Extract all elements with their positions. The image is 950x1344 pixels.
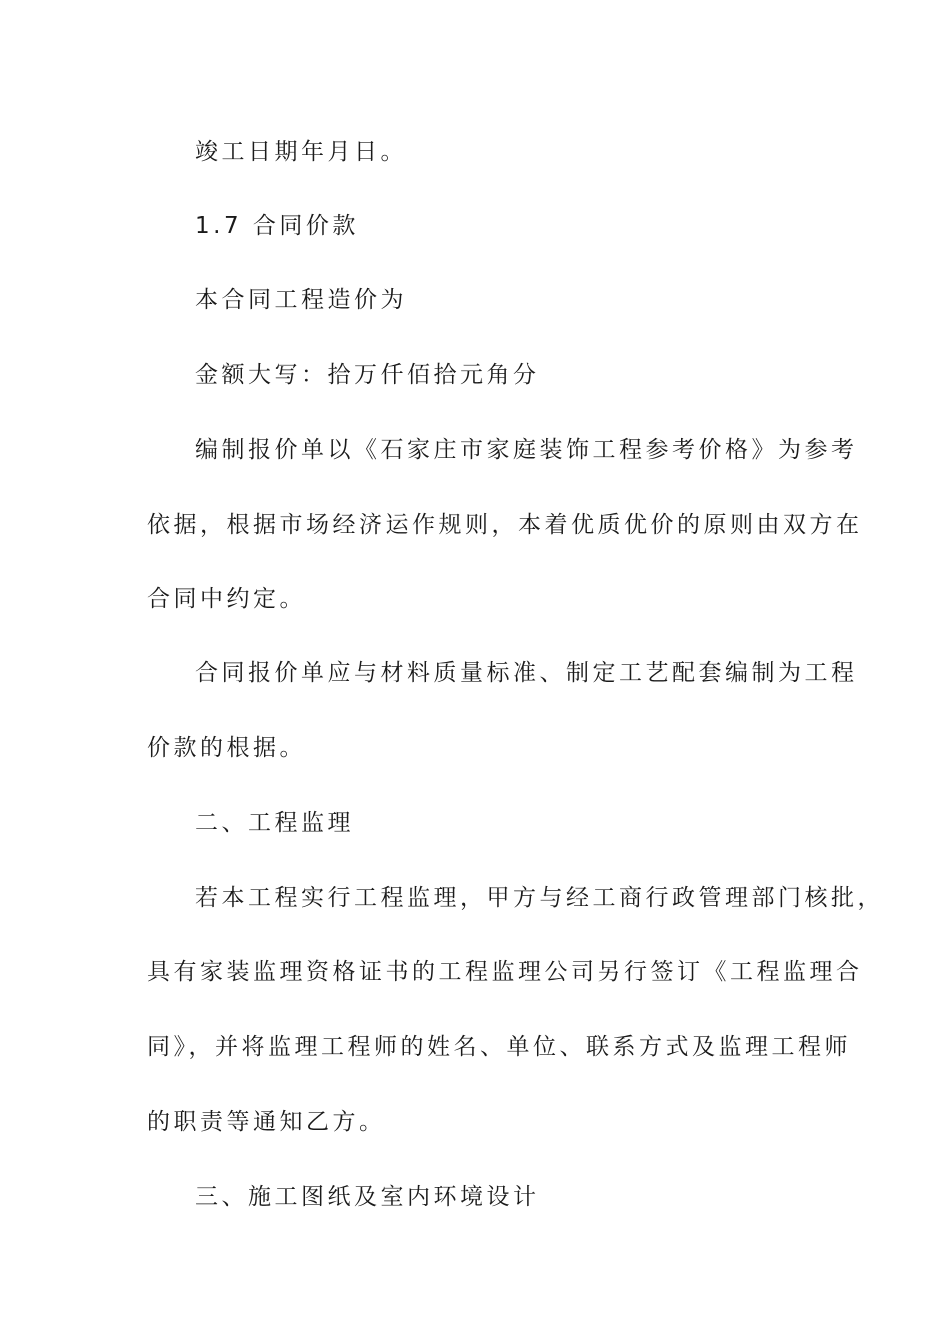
paragraph-supervision-line-1: 若本工程实行工程监理，甲方与经工商行政管理部门核批， <box>195 885 884 911</box>
paragraph-quotation-line-1: 编制报价单以《石家庄市家庭装饰工程参考价格》为参考 <box>195 437 858 463</box>
section-heading-drawings-design: 三、施工图纸及室内环境设计 <box>195 1184 540 1210</box>
paragraph-supervision-line-4: 的职责等通知乙方。 <box>147 1109 386 1135</box>
section-heading-supervision: 二、工程监理 <box>195 810 354 836</box>
paragraph-supervision-line-3: 同》，并将监理工程师的姓名、单位、联系方式及监理工程师 <box>147 1034 851 1060</box>
paragraph-quote-basis-line-2: 价款的根据。 <box>147 735 306 761</box>
paragraph-project-cost: 本合同工程造价为 <box>195 287 407 313</box>
section-heading-contract-price: 1.7 合同价款 <box>195 213 359 239</box>
paragraph-supervision-line-2: 具有家装监理资格证书的工程监理公司另行签订《工程监理合 <box>147 959 863 985</box>
paragraph-amount-words: 金额大写：拾万仟佰拾元角分 <box>195 362 540 388</box>
paragraph-quote-basis-line-1: 合同报价单应与材料质量标准、制定工艺配套编制为工程 <box>195 660 858 686</box>
paragraph-quotation-line-2: 依据，根据市场经济运作规则，本着优质优价的原则由双方在 <box>147 512 863 538</box>
paragraph-quotation-line-3: 合同中约定。 <box>147 586 306 612</box>
paragraph-completion-date: 竣工日期年月日。 <box>195 139 407 165</box>
